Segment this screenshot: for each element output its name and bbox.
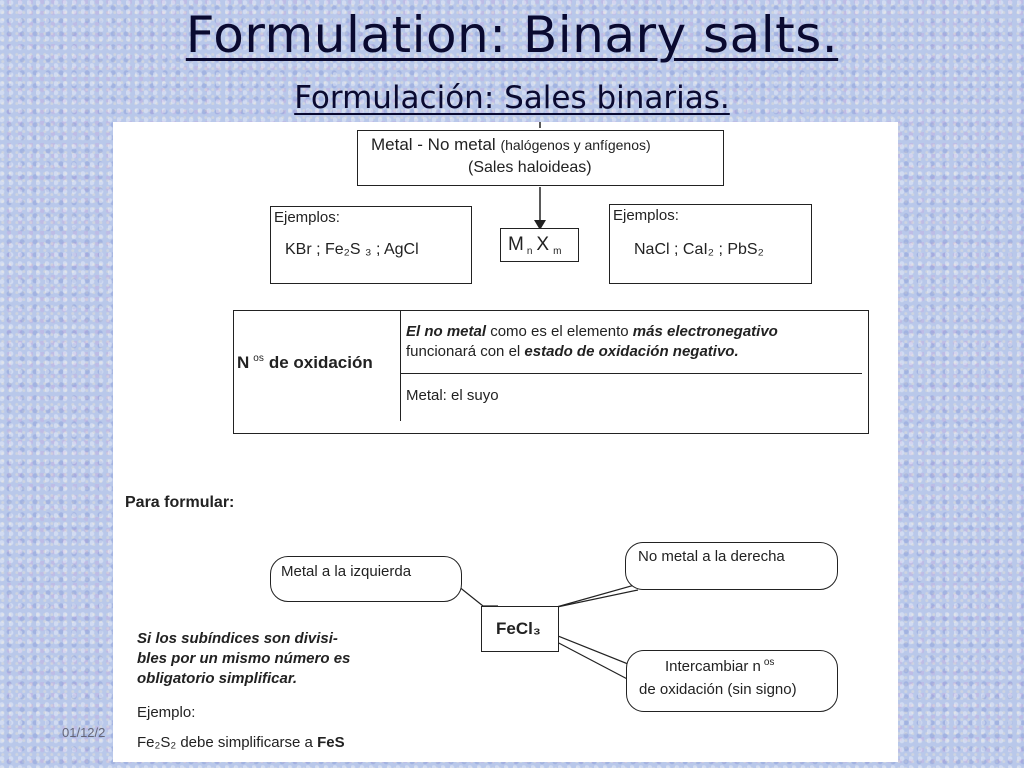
example-text: debe simplificarse a	[180, 734, 313, 751]
callout-intercambiar-os: os	[763, 657, 775, 668]
formula-m: M	[508, 234, 524, 255]
fecl3-box	[481, 606, 559, 652]
simplify-line3: obligatorio simplificar.	[137, 670, 298, 687]
simplify-line2: bles por un mismo número es	[137, 650, 351, 667]
formula-sub-n: n	[526, 246, 533, 257]
callout-nometal-right	[625, 542, 838, 590]
row2-text: Metal: el suyo	[406, 387, 499, 404]
top-box-small: (halógenos y anfígenos)	[500, 137, 651, 153]
table-divider-horizontal	[400, 373, 862, 374]
left-examples-items: KBr ; Fe₂S ₃ ; AgCl	[285, 241, 419, 258]
callout-metal-left	[270, 556, 462, 602]
left-examples-label: Ejemplos:	[274, 209, 340, 226]
top-box-line2: (Sales haloideas)	[468, 159, 592, 176]
right-examples-items: NaCl ; CaI₂ ; PbS₂	[634, 241, 764, 258]
row1-line2-part1: funcionará con el	[406, 343, 521, 360]
callout-intercambiar-line1: Intercambiar n	[665, 658, 761, 675]
slide-date: 01/12/2	[62, 725, 106, 740]
example-result: FeS	[317, 734, 345, 751]
fecl3-formula: FeCl₃	[496, 619, 541, 638]
para-formular-heading: Para formular:	[125, 494, 235, 511]
top-box-main: Metal - No metal	[371, 135, 496, 154]
callout-left-text: Metal a la izquierda	[281, 563, 412, 580]
formula-x: X	[536, 234, 550, 255]
content-panel	[113, 122, 898, 762]
row1-part1: El no metal	[406, 323, 487, 340]
metal-nometal-box	[357, 130, 724, 186]
row1-line2-part2: estado de oxidación negativo.	[524, 343, 739, 360]
row1-part2: como es el elemento	[490, 323, 629, 340]
left-examples-box	[270, 206, 472, 284]
callout-right-top-text: No metal a la derecha	[638, 548, 785, 565]
right-examples-box	[609, 204, 812, 284]
callout-intercambiar-line2: de oxidación (sin signo)	[639, 681, 797, 698]
slide-subtitle: Formulación: Sales binarias.	[294, 80, 730, 116]
callout-intercambiar	[626, 650, 838, 712]
general-formula-box	[500, 228, 579, 262]
table-divider-vertical	[400, 311, 401, 421]
oxidation-heading-rest: de oxidación	[268, 353, 373, 372]
example-label: Ejemplo:	[137, 704, 196, 721]
example-formula: Fe₂S₂	[137, 734, 177, 751]
formula-sub-m: m	[553, 246, 562, 257]
oxidation-heading-os: os	[253, 353, 264, 365]
right-examples-label: Ejemplos:	[613, 207, 679, 224]
oxidation-heading-n: N	[237, 353, 250, 372]
row1-part3: más electronegativo	[632, 323, 778, 340]
slide-title: Formulation: Binary salts.	[185, 6, 839, 64]
oxidation-states-table	[233, 310, 869, 434]
simplify-line1: Si los subíndices son divisi-	[137, 630, 338, 647]
